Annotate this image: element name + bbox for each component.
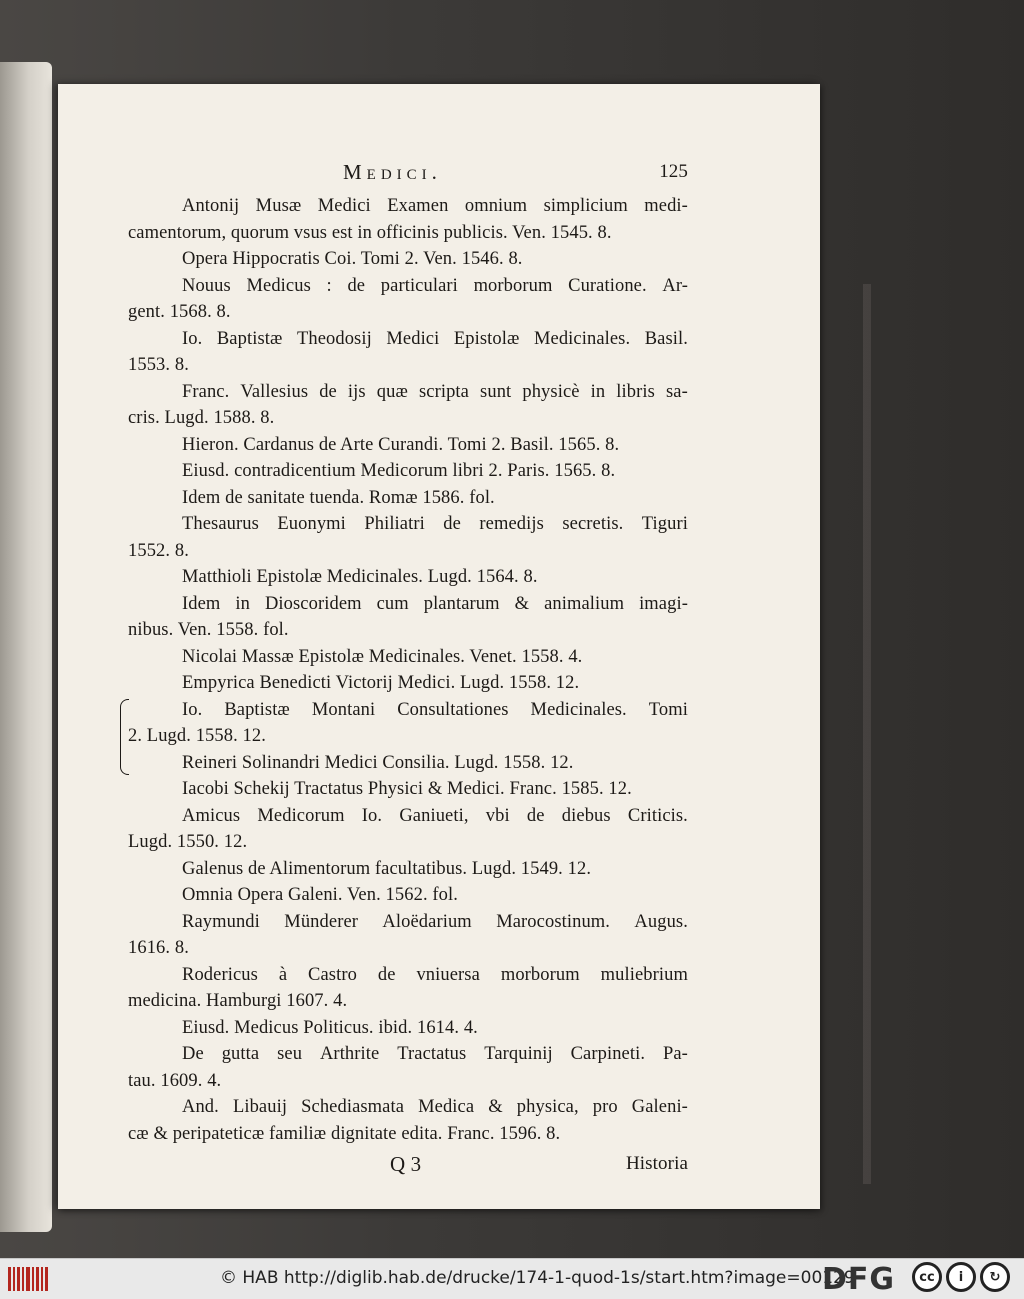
text-line-content: cæ & peripateticæ familiæ dignitate edita. Franc. 1596. 8. (128, 1123, 561, 1144)
page-foot (128, 1149, 688, 1179)
text-line (128, 193, 688, 220)
text-line-content: Antonij Musæ Medici Examen omnium simplicium medi- (182, 196, 688, 216)
text-line-content: medicina. Hamburgi 1607. 4. (128, 991, 348, 1011)
barcode-icon (8, 1265, 50, 1293)
text-line (128, 352, 688, 379)
text-line (128, 670, 688, 697)
text-line-content: Reineri Solinandri Medici Consilia. Lugd. 1558. 12. (182, 752, 574, 773)
text-line (128, 882, 688, 909)
sa-icon: ↻ (980, 1262, 1010, 1292)
viewer-footer (0, 1258, 1024, 1299)
text-line (128, 1041, 688, 1068)
text-line (128, 617, 688, 644)
text-line-content: Amicus Medicorum Io. Ganiueti, vbi de diebus Criticis. (182, 805, 688, 826)
text-line-content: Thesaurus Euonymi Philiatri de remedijs secretis. Tiguri (182, 514, 688, 534)
text-line-content: Io. Baptistæ Theodosij Medici Epistolæ Medicinales. Basil. (182, 328, 688, 349)
text-line-content: Io. Baptistæ Montani Consultationes Medicinales. Tomi (182, 699, 688, 720)
brace-mark (120, 699, 129, 775)
text-line-content: nibus. Ven. 1558. fol. (128, 620, 289, 640)
source-link[interactable]: © HAB http://diglib.hab.de/drucke/174-1-quod-1s/start.htm?image=00129 (220, 1268, 855, 1288)
page-bleed (863, 284, 871, 1184)
text-line (128, 988, 688, 1015)
text-line (128, 856, 688, 883)
facing-page-edge (0, 62, 52, 1232)
text-line (128, 511, 688, 538)
text-line (128, 750, 688, 777)
text-line (128, 379, 688, 406)
text-line-content: cris. Lugd. 1588. 8. (128, 408, 275, 428)
text-line-content: Idem de sanitate tuenda. Romæ 1586. fol. (182, 487, 495, 508)
text-line (128, 935, 688, 962)
text-line (128, 829, 688, 856)
by-icon: i (946, 1262, 976, 1292)
entry-list-continued (128, 776, 688, 1147)
text-line (128, 246, 688, 273)
text-line (128, 776, 688, 803)
catchword: Historia (625, 1153, 688, 1174)
text-line-content: Raymundi Münderer Aloëdarium Marocostinum. Augus. (182, 911, 688, 932)
text-line (128, 962, 688, 989)
text-line (128, 1015, 688, 1042)
text-line-content: Opera Hippocratis Coi. Tomi 2. Ven. 1546. 8. (182, 249, 523, 269)
text-line (128, 273, 688, 300)
text-line (128, 591, 688, 618)
text-line (128, 485, 688, 512)
text-line (128, 432, 688, 459)
text-line-content: Empyrica Benedicti Victorij Medici. Lugd. 1558. 12. (182, 673, 580, 693)
entry-list (128, 193, 688, 697)
text-line-content: Lugd. 1550. 12. (128, 832, 248, 852)
running-title: Medici. (343, 160, 442, 184)
signature-mark: Q 3 (390, 1152, 422, 1176)
text-line (128, 326, 688, 353)
text-line (128, 1121, 688, 1148)
text-line-content: Eiusd. contradicentium Medicorum libri 2. Paris. 1565. 8. (182, 461, 616, 481)
text-line-content: 1552. 8. (128, 540, 189, 561)
bracketed-entries (128, 697, 688, 777)
text-line-content: Rodericus à Castro de vniuersa morborum muliebrium (182, 964, 688, 985)
text-line (128, 458, 688, 485)
text-line (128, 803, 688, 830)
text-line-content: gent. 1568. 8. (128, 302, 231, 322)
text-line (128, 299, 688, 326)
page-text (128, 159, 688, 1179)
text-line-content: 1553. 8. (128, 355, 189, 375)
license-icons[interactable] (912, 1262, 1010, 1296)
text-line-content: Iacobi Schekij Tractatus Physici & Medici. Franc. 1585. 12. (182, 779, 632, 799)
text-line (128, 697, 688, 724)
text-line-content: Galenus de Alimentorum facultatibus. Lugd. 1549. 12. (182, 858, 592, 879)
book-page (58, 84, 820, 1209)
text-line-content: Nicolai Massæ Epistolæ Medicinales. Venet. 1558. 4. (182, 646, 583, 667)
text-line-content: Franc. Vallesius de ijs quæ scripta sunt physicè in libris sa- (182, 381, 688, 402)
dfg-logo: DFG (822, 1262, 896, 1297)
text-line-content: Matthioli Epistolæ Medicinales. Lugd. 1564. 8. (182, 567, 538, 587)
text-line-content: Omnia Opera Galeni. Ven. 1562. fol. (182, 885, 458, 905)
text-line (128, 220, 688, 247)
text-line-content: Hieron. Cardanus de Arte Curandi. Tomi 2. Basil. 1565. 8. (182, 434, 620, 455)
cc-icon: cc (912, 1262, 942, 1292)
text-line (128, 564, 688, 591)
text-line (128, 1094, 688, 1121)
text-line (128, 405, 688, 432)
text-line-content: Nouus Medicus : de particulari morborum Curatione. Ar- (182, 275, 688, 296)
text-line (128, 538, 688, 565)
page-number: 125 (659, 161, 688, 182)
text-line-content: Idem in Dioscoridem cum plantarum & animalium imagi- (182, 593, 688, 614)
text-line (128, 644, 688, 671)
text-line-content: Eiusd. Medicus Politicus. ibid. 1614. 4. (182, 1017, 478, 1038)
text-line (128, 1068, 688, 1095)
text-line-content: tau. 1609. 4. (128, 1070, 222, 1091)
text-line (128, 723, 688, 750)
text-line-content: 1616. 8. (128, 938, 189, 958)
text-line-content: De gutta seu Arthrite Tractatus Tarquinij Carpineti. Pa- (182, 1044, 688, 1064)
text-line-content: 2. Lugd. 1558. 12. (128, 726, 266, 746)
text-line (128, 909, 688, 936)
text-line-content: And. Libauij Schediasmata Medica & physica, pro Galeni- (182, 1097, 688, 1117)
text-line-content: camentorum, quorum vsus est in officinis publicis. Ven. 1545. 8. (128, 222, 612, 243)
running-head (128, 159, 688, 193)
